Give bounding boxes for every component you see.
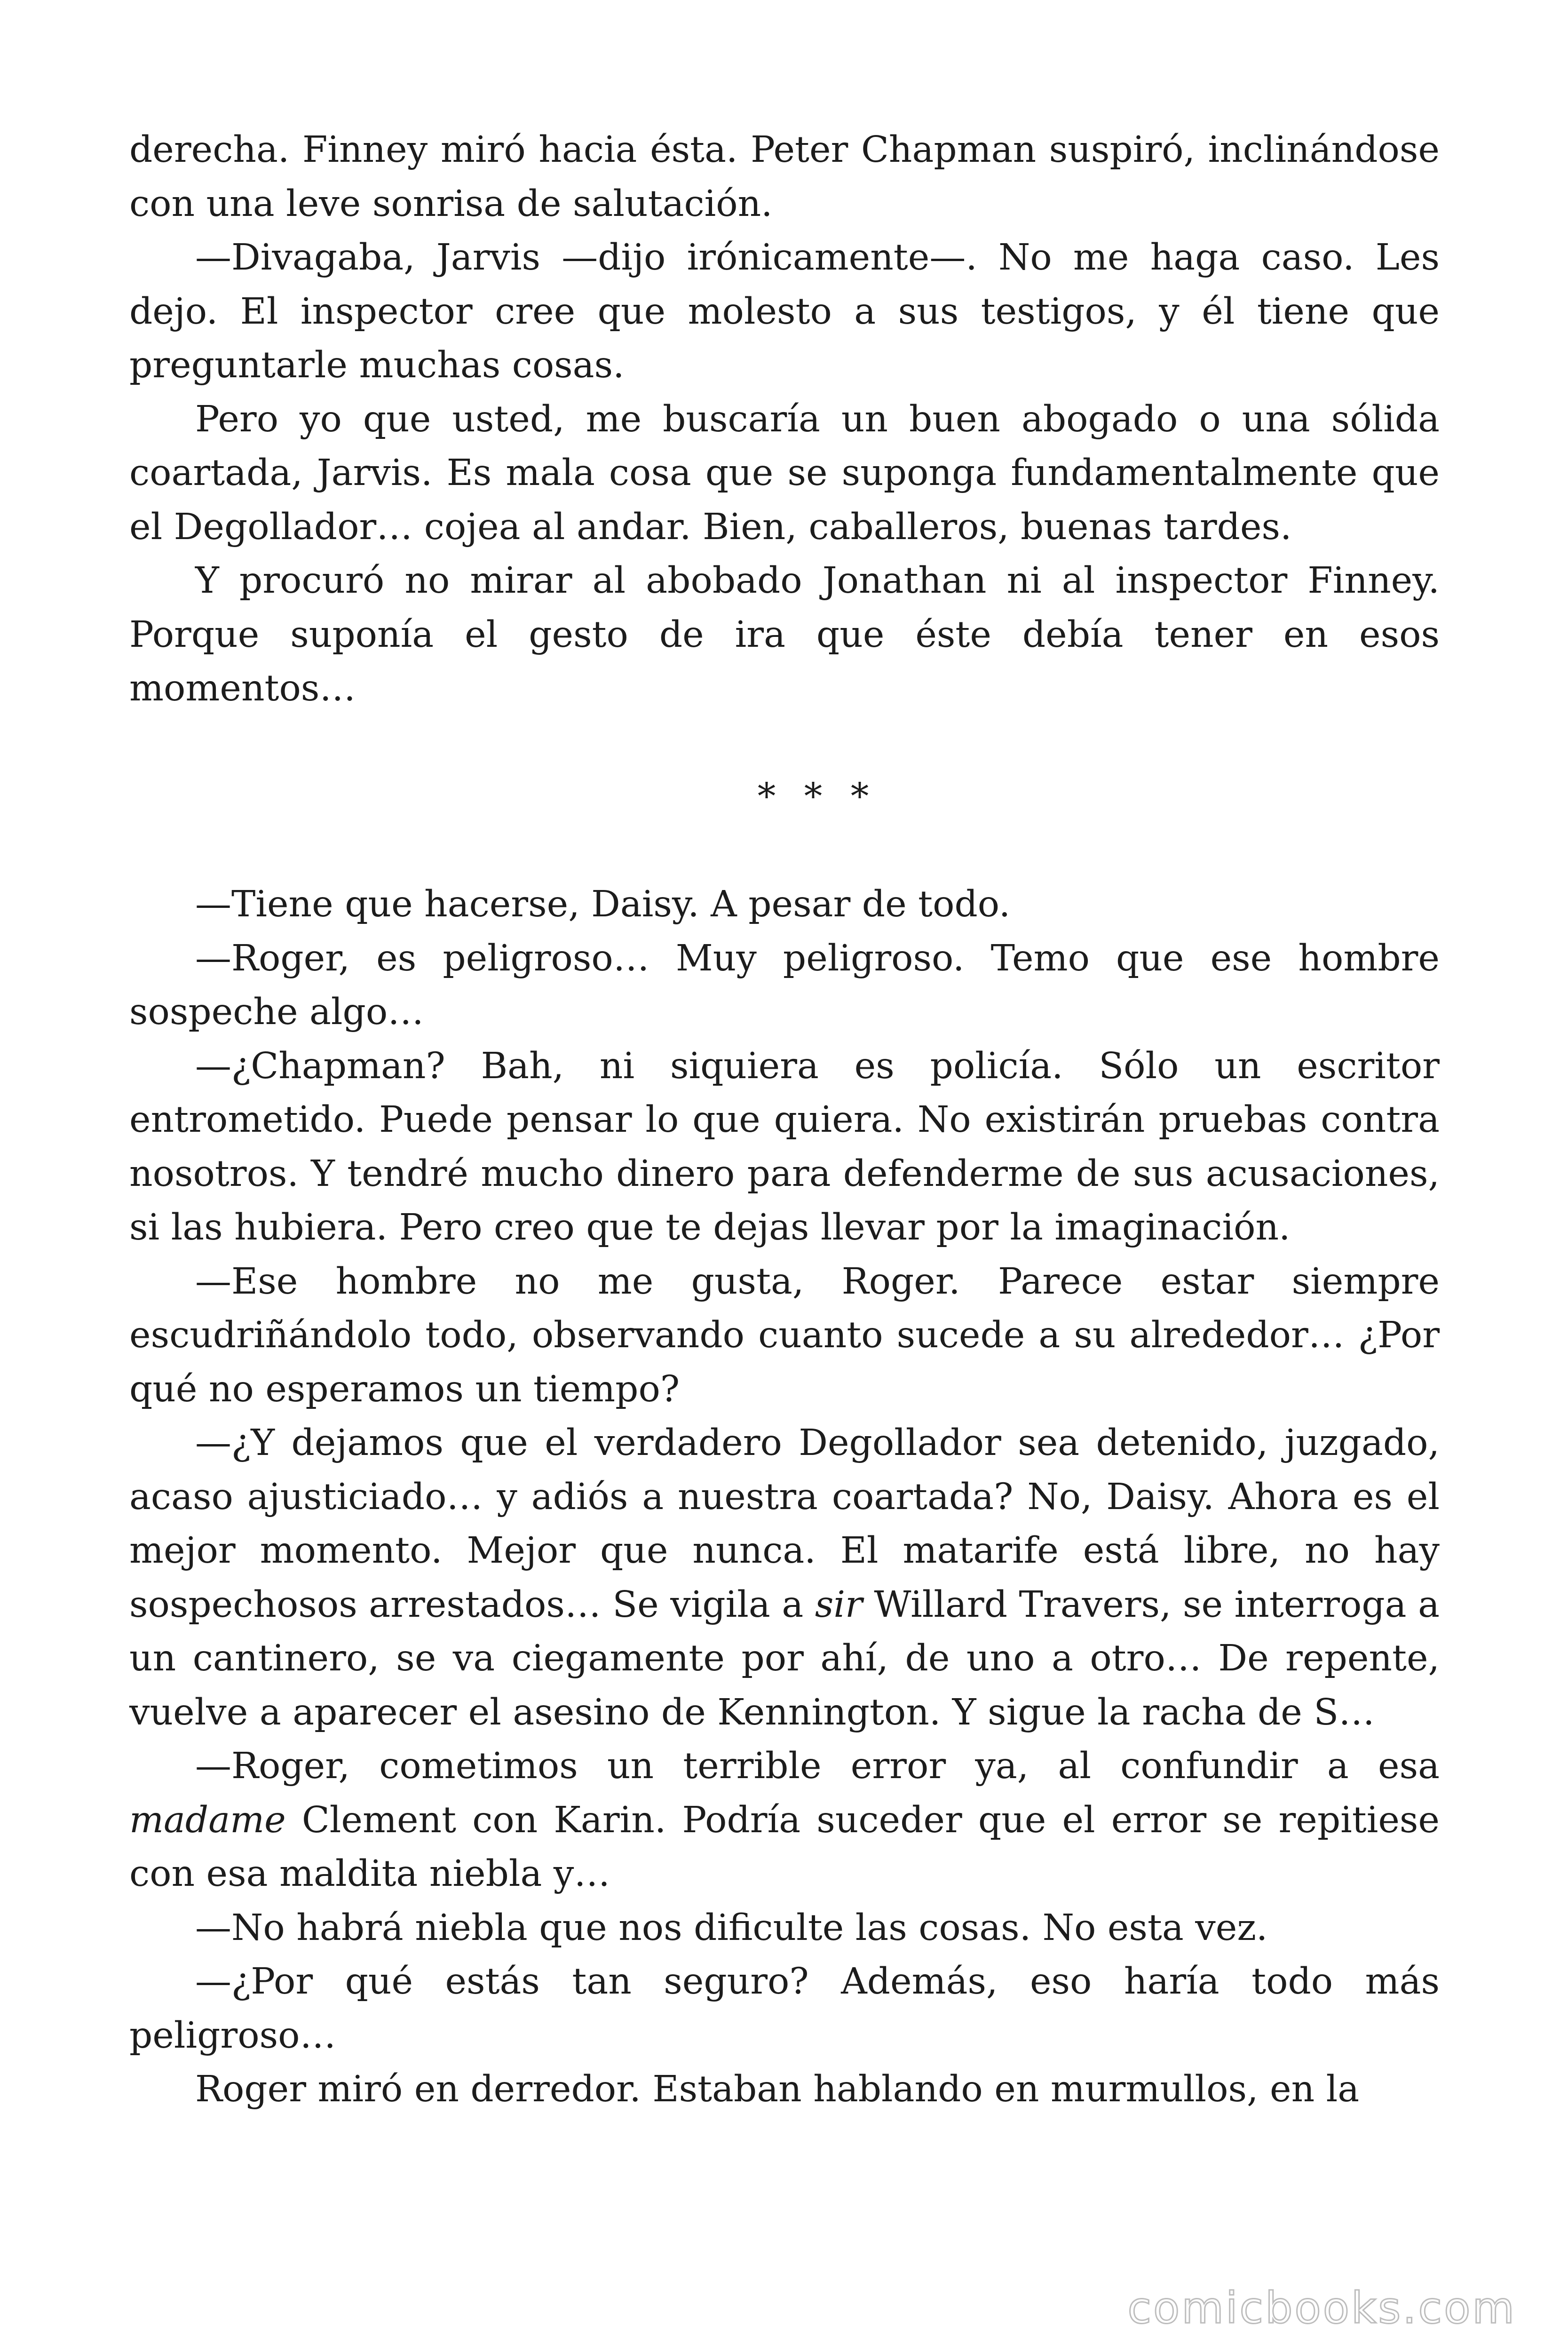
dialogue-paragraph: Roger miró en derredor. Estaban hablando en murmullos, en la [195, 2068, 1360, 2110]
dialogue-paragraph: —Roger, es peligroso… Muy peligroso. Temo que ese hombre sospeche algo… [129, 937, 1440, 1033]
dialogue-paragraph [129, 1740, 1440, 1901]
dialogue-paragraph: —¿Por qué estás tan seguro? Además, eso haría todo más peligroso… [129, 1961, 1440, 2057]
text-run: —¿Y dejamos que el verdadero Degollador sea detenido, juzgado, acaso ajusticiado… y adiós a nuestra coartada? No, Daisy. Ahora es el mejor momento. Mejor que nunca. El matarife está libre, no hay sospechosos arrestados… Se vigila a [129, 1422, 1440, 1626]
dialogue-paragraph: —¿Chapman? Bah, ni siquiera es policía. Sólo un escritor entrometido. Puede pensar lo que quiera. No existirán pruebas contra nosotros. Y tendré mucho dinero para defenderme de sus acusaciones, si las hubiera. Pero creo que te dejas llevar por la imaginación. [129, 1045, 1440, 1248]
text-run: —Roger, cometimos un terrible error ya, al confundir a esa [195, 1745, 1440, 1787]
scene-separator: * * * [757, 775, 878, 818]
italic-text: madame [129, 1799, 286, 1841]
page-text [129, 123, 1440, 2117]
text-run: Willard Travers, se interroga a un cantinero, se va ciegamente por ahí, de uno a otro… De repente, vuelve a aparecer el asesino de Kennington. Y sigue la racha de S… [129, 1583, 1440, 1733]
dialogue-paragraph: —Tiene que hacerse, Daisy. A pesar de todo. [195, 883, 1011, 925]
paragraph: derecha. Finney miró hacia ésta. Peter Chapman suspiró, inclinándose con una leve sonrisa de salutación. [129, 129, 1440, 225]
paragraph: —Divagaba, Jarvis —dijo irónicamente—. No me haga caso. Les dejo. El inspector cree que molesto a sus testigos, y él tiene que preguntarle muchas cosas. [129, 237, 1440, 386]
dialogue-paragraph: —Ese hombre no me gusta, Roger. Parece estar siempre escudriñándolo todo, observando cuanto sucede a su alrededor… ¿Por qué no esperamos un tiempo? [129, 1260, 1440, 1410]
watermark: comicbooks.com [1127, 2283, 1516, 2333]
text-run: Clement con Karin. Podría suceder que el error se repitiese con esa maldita niebla y… [129, 1799, 1440, 1895]
dialogue-paragraph: —No habrá niebla que nos dificulte las cosas. No esta vez. [195, 1907, 1268, 1949]
dialogue-paragraph [129, 1416, 1440, 1740]
paragraph: Pero yo que usted, me buscaría un buen abogado o una sólida coartada, Jarvis. Es mala cosa que se suponga fundamentalmente que el Degollador… cojea al andar. Bien, caballeros, buenas tardes. [129, 398, 1440, 548]
italic-text: sir [815, 1583, 863, 1626]
paragraph: Y procuró no mirar al abobado Jonathan ni al inspector Finney. Porque suponía el gesto de ira que éste debía tener en esos momentos… [129, 560, 1440, 709]
